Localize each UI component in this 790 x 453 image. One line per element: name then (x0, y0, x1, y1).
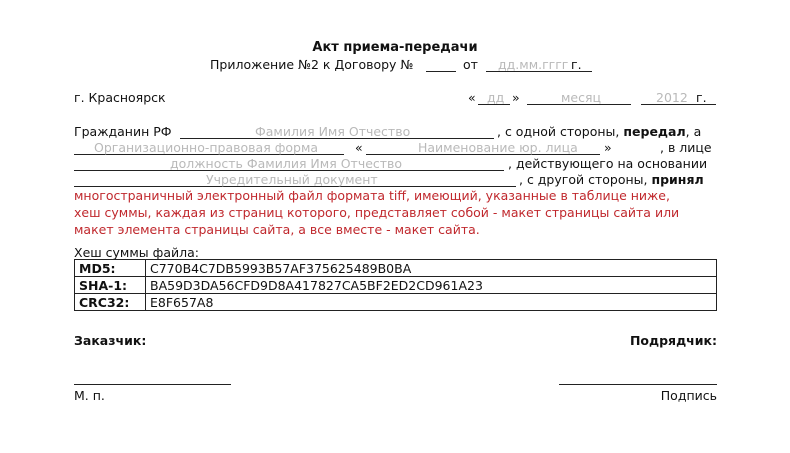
citizen-label: Гражданин РФ (74, 124, 172, 139)
contractor-signature-line[interactable] (559, 384, 717, 385)
contract-year-suffix: г. (571, 57, 582, 72)
contractor-label: Подрядчик: (629, 333, 717, 348)
in-person-text: , в лице (660, 140, 712, 155)
hash-value: C770B4C7DB5993B57AF375625489B0BA (146, 260, 717, 277)
transferred-word: передал (623, 124, 686, 139)
table-row (75, 294, 717, 311)
signature-label: Подпись (660, 388, 717, 403)
document-title: Акт приема-передачи (312, 40, 478, 55)
org-name-placeholder: Наименование юр. лица (418, 140, 578, 155)
customer-signature-line[interactable] (74, 384, 231, 385)
body-text-line-2: хеш суммы, каждая из страниц которого, представляет собой - макет страницы сайта или (74, 205, 680, 220)
hash-label: Хеш суммы файла: (74, 245, 199, 260)
hash-table (74, 259, 717, 311)
acting-text: , действующего на основании (508, 156, 708, 171)
contract-number-field[interactable] (426, 71, 456, 72)
contract-date-placeholder: дд.мм.гггг (498, 57, 569, 72)
hash-name: CRC32: (75, 294, 146, 311)
hash-value: E8F657A8 (146, 294, 717, 311)
year-placeholder: 2012 (656, 90, 688, 105)
hash-value: BA59D3DA56CFD9D8A417827CA5BF2ED2CD961A23 (146, 277, 717, 294)
fio-placeholder: Фамилия Имя Отчество (255, 124, 411, 139)
founding-doc-placeholder: Учредительный документ (206, 172, 378, 187)
other-side-text: , с другой стороны, принял (519, 172, 704, 187)
month-placeholder: месяц (561, 90, 602, 105)
year-suffix: г. (696, 90, 707, 105)
from-label: от (463, 57, 478, 72)
city: г. Красноярск (74, 90, 166, 105)
body-text-line-1: многостраничный электронный файл формата tiff, имеющий, указанные в таблице ниже, (74, 188, 670, 203)
customer-label: Заказчик: (74, 333, 147, 348)
accepted-word: принял (651, 172, 704, 187)
hash-name: MD5: (75, 260, 146, 277)
annex-text: Приложение №2 к Договору № (210, 57, 414, 72)
stamp-label: М. п. (74, 388, 105, 403)
one-side-text: , с одной стороны, передал, а (497, 124, 702, 139)
body-text-line-3: макет элемента страницы сайта, а все вместе - макет сайта. (74, 222, 480, 237)
quote-close: » (512, 90, 520, 105)
org-quote-close: » (604, 140, 612, 155)
hash-name: SHA-1: (75, 277, 146, 294)
org-form-placeholder: Организационно-правовая форма (94, 140, 319, 155)
annex-line (210, 57, 413, 72)
day-placeholder: дд (487, 90, 505, 105)
org-quote-open: « (355, 140, 363, 155)
position-placeholder: должность Фамилия Имя Отчество (170, 156, 403, 171)
table-row (75, 277, 717, 294)
quote-open: « (468, 90, 476, 105)
table-row (75, 260, 717, 277)
